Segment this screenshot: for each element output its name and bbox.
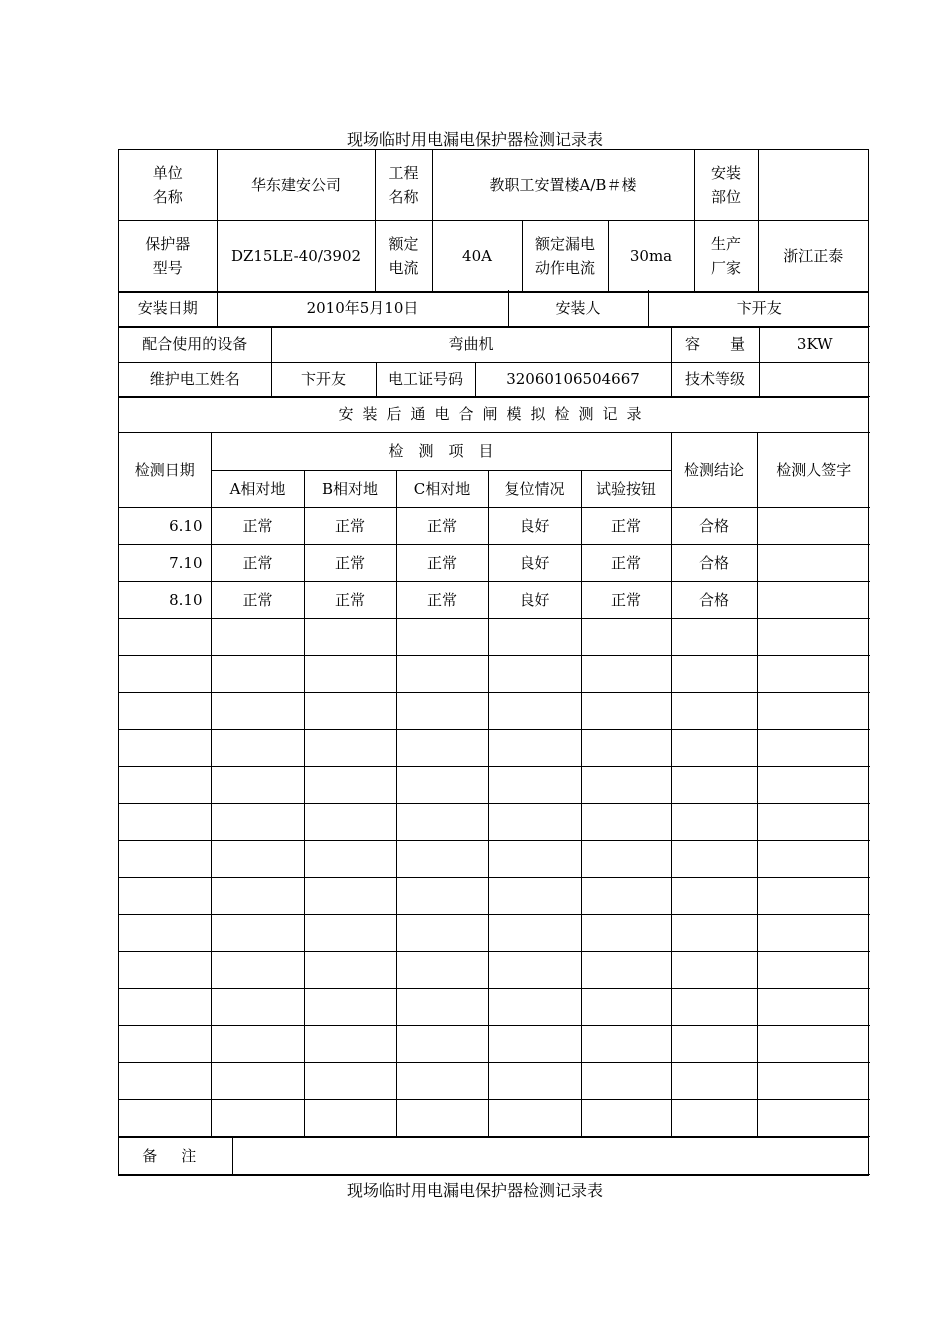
empty-cell: [671, 729, 757, 766]
empty-cell: [671, 914, 757, 951]
empty-cell: [488, 729, 581, 766]
table-row: [119, 951, 870, 988]
empty-cell: [671, 877, 757, 914]
table-row: [119, 914, 870, 951]
header-date: 检测日期: [119, 432, 211, 507]
empty-cell: [757, 1062, 870, 1099]
empty-cell: [757, 840, 870, 877]
table-row: [119, 840, 870, 877]
empty-cell: [396, 1099, 488, 1136]
empty-cell: [581, 1062, 671, 1099]
table-row: [119, 581, 870, 618]
leak-value: 30ma: [608, 220, 694, 291]
cell-signer: [757, 544, 870, 581]
cell-conclusion: 合格: [671, 544, 757, 581]
empty-cell: [119, 914, 211, 951]
table-row: [119, 729, 870, 766]
empty-cell: [396, 692, 488, 729]
empty-cell: [488, 1025, 581, 1062]
install-date-label: 安装日期: [119, 290, 217, 326]
empty-cell: [211, 803, 304, 840]
empty-cell: [581, 692, 671, 729]
electrician-value: 卞开友: [271, 362, 376, 396]
empty-cell: [671, 988, 757, 1025]
empty-cell: [671, 766, 757, 803]
empty-cell: [211, 692, 304, 729]
empty-cell: [304, 692, 396, 729]
cell-date: 8.10: [119, 581, 211, 618]
table-row: [119, 1062, 870, 1099]
table-row: [119, 1025, 870, 1062]
note-label: 备注: [119, 1138, 232, 1174]
install-date-value: 2010年5月10日: [217, 290, 508, 326]
cell-reset: 良好: [488, 581, 581, 618]
empty-cell: [304, 655, 396, 692]
empty-cell: [581, 1099, 671, 1136]
table-row: [119, 1099, 870, 1136]
header-conclusion: 检测结论: [671, 432, 757, 507]
empty-cell: [488, 1099, 581, 1136]
empty-cell: [304, 766, 396, 803]
maker-label: 生产 厂家: [694, 220, 758, 291]
section-title: 安装后通电合闸模拟检测记录: [119, 396, 870, 432]
cert-value: 32060106504667: [475, 362, 671, 396]
current-value: 40A: [432, 220, 522, 291]
empty-cell: [304, 1062, 396, 1099]
empty-cell: [211, 914, 304, 951]
empty-cell: [757, 618, 870, 655]
empty-cell: [581, 840, 671, 877]
cell-b: 正常: [304, 507, 396, 544]
empty-cell: [757, 766, 870, 803]
cell-reset: 良好: [488, 507, 581, 544]
header-test: 试验按钮: [581, 470, 671, 507]
installer-label: 安装人: [508, 290, 648, 326]
empty-cell: [488, 1062, 581, 1099]
empty-cell: [488, 803, 581, 840]
table-row: [119, 877, 870, 914]
protector-label: 保护器 型号: [119, 220, 217, 291]
project-label: 工程 名称: [375, 150, 432, 220]
header-items: 检 测 项 目: [211, 432, 671, 470]
empty-cell: [119, 766, 211, 803]
empty-cell: [671, 840, 757, 877]
table-row: [119, 655, 870, 692]
grade-label: 技术等级: [671, 362, 759, 396]
empty-cell: [581, 951, 671, 988]
empty-cell: [396, 951, 488, 988]
info-block: [118, 149, 869, 293]
empty-cell: [581, 877, 671, 914]
equipment-label: 配合使用的设备: [119, 326, 271, 362]
empty-cell: [119, 988, 211, 1025]
empty-cell: [757, 914, 870, 951]
cell-b: 正常: [304, 544, 396, 581]
cell-test: 正常: [581, 581, 671, 618]
empty-cell: [119, 1099, 211, 1136]
empty-cell: [488, 951, 581, 988]
electrician-label: 维护电工姓名: [119, 362, 271, 396]
empty-cell: [488, 877, 581, 914]
empty-cell: [119, 692, 211, 729]
empty-cell: [671, 1062, 757, 1099]
empty-cell: [396, 988, 488, 1025]
empty-cell: [671, 1025, 757, 1062]
empty-cell: [211, 951, 304, 988]
empty-cell: [396, 729, 488, 766]
cert-label: 电工证号码: [376, 362, 475, 396]
empty-cell: [211, 1099, 304, 1136]
install-block: [118, 290, 869, 328]
cell-conclusion: 合格: [671, 581, 757, 618]
empty-cell: [581, 618, 671, 655]
empty-cell: [671, 692, 757, 729]
leak-label: 额定漏电 动作电流: [522, 220, 608, 291]
empty-cell: [581, 729, 671, 766]
current-label: 额定 电流: [375, 220, 432, 291]
records-block: [118, 396, 869, 1138]
location-value: [758, 150, 868, 220]
empty-cell: [396, 877, 488, 914]
header-reset: 复位情况: [488, 470, 581, 507]
empty-cell: [488, 655, 581, 692]
header-c: C相对地: [396, 470, 488, 507]
empty-cell: [119, 877, 211, 914]
empty-cell: [396, 1062, 488, 1099]
cell-test: 正常: [581, 507, 671, 544]
empty-cell: [488, 692, 581, 729]
unit-value: 华东建安公司: [217, 150, 375, 220]
empty-cell: [396, 766, 488, 803]
empty-cell: [396, 914, 488, 951]
empty-cell: [211, 840, 304, 877]
header-a: A相对地: [211, 470, 304, 507]
empty-cell: [581, 988, 671, 1025]
empty-cell: [757, 988, 870, 1025]
empty-cell: [488, 988, 581, 1025]
cell-c: 正常: [396, 507, 488, 544]
protector-value: DZ15LE-40/3902: [217, 220, 375, 291]
empty-cell: [396, 1025, 488, 1062]
empty-cell: [488, 914, 581, 951]
empty-cell: [581, 766, 671, 803]
empty-cell: [211, 1062, 304, 1099]
empty-cell: [757, 692, 870, 729]
empty-cell: [304, 1099, 396, 1136]
cell-b: 正常: [304, 581, 396, 618]
table-row: [119, 507, 870, 544]
empty-cell: [581, 803, 671, 840]
table-row: [119, 692, 870, 729]
cell-c: 正常: [396, 544, 488, 581]
empty-cell: [119, 1025, 211, 1062]
cell-date: 6.10: [119, 507, 211, 544]
empty-cell: [304, 951, 396, 988]
cell-a: 正常: [211, 581, 304, 618]
empty-cell: [211, 1025, 304, 1062]
empty-cell: [304, 803, 396, 840]
cell-test: 正常: [581, 544, 671, 581]
empty-cell: [757, 803, 870, 840]
empty-cell: [211, 729, 304, 766]
installer-value: 卞开友: [648, 290, 870, 326]
empty-cell: [304, 840, 396, 877]
cell-signer: [757, 581, 870, 618]
project-value: 教职工安置楼A/B＃楼: [432, 150, 694, 220]
cell-date: 7.10: [119, 544, 211, 581]
empty-cell: [757, 1025, 870, 1062]
empty-cell: [396, 618, 488, 655]
empty-cell: [304, 729, 396, 766]
empty-cell: [671, 655, 757, 692]
empty-cell: [119, 803, 211, 840]
footer-title: 现场临时用电漏电保护器检测记录表: [346, 1181, 603, 1200]
notes-block: [118, 1138, 869, 1176]
empty-cell: [396, 655, 488, 692]
empty-cell: [396, 803, 488, 840]
table-row: [119, 618, 870, 655]
empty-cell: [211, 655, 304, 692]
cell-conclusion: 合格: [671, 507, 757, 544]
empty-cell: [757, 951, 870, 988]
note-value: [232, 1138, 870, 1174]
equipment-block: [118, 326, 869, 398]
empty-cell: [211, 988, 304, 1025]
empty-cell: [671, 803, 757, 840]
empty-cell: [304, 988, 396, 1025]
table-row: [119, 544, 870, 581]
cell-a: 正常: [211, 507, 304, 544]
empty-cell: [757, 655, 870, 692]
header-signer: 检测人签字: [757, 432, 870, 507]
capacity-label: 容 量: [671, 326, 759, 362]
cell-a: 正常: [211, 544, 304, 581]
empty-cell: [488, 618, 581, 655]
capacity-value: 3KW: [759, 326, 870, 362]
table-row: [119, 988, 870, 1025]
maker-value: 浙江正泰: [758, 220, 868, 291]
empty-cell: [671, 1099, 757, 1136]
cell-c: 正常: [396, 581, 488, 618]
header-b: B相对地: [304, 470, 396, 507]
empty-cell: [581, 914, 671, 951]
empty-cell: [488, 766, 581, 803]
empty-cell: [119, 1062, 211, 1099]
equipment-value: 弯曲机: [271, 326, 671, 362]
empty-cell: [581, 655, 671, 692]
empty-cell: [119, 951, 211, 988]
empty-cell: [757, 729, 870, 766]
empty-cell: [119, 729, 211, 766]
empty-cell: [119, 618, 211, 655]
cell-signer: [757, 507, 870, 544]
empty-cell: [757, 877, 870, 914]
table-row: [119, 766, 870, 803]
empty-cell: [671, 618, 757, 655]
empty-cell: [304, 1025, 396, 1062]
empty-cell: [671, 951, 757, 988]
table-row: [119, 803, 870, 840]
empty-cell: [211, 766, 304, 803]
empty-cell: [396, 840, 488, 877]
empty-rows: [119, 618, 870, 1136]
empty-cell: [488, 840, 581, 877]
unit-label: 单位 名称: [119, 150, 217, 220]
empty-cell: [304, 618, 396, 655]
empty-cell: [757, 1099, 870, 1136]
empty-cell: [211, 877, 304, 914]
empty-cell: [581, 1025, 671, 1062]
empty-cell: [304, 877, 396, 914]
empty-cell: [119, 840, 211, 877]
empty-cell: [119, 655, 211, 692]
cell-reset: 良好: [488, 544, 581, 581]
empty-cell: [304, 914, 396, 951]
grade-value: [759, 362, 870, 396]
empty-cell: [211, 618, 304, 655]
location-label: 安装 部位: [694, 150, 758, 220]
form-title: 现场临时用电漏电保护器检测记录表: [346, 130, 603, 149]
